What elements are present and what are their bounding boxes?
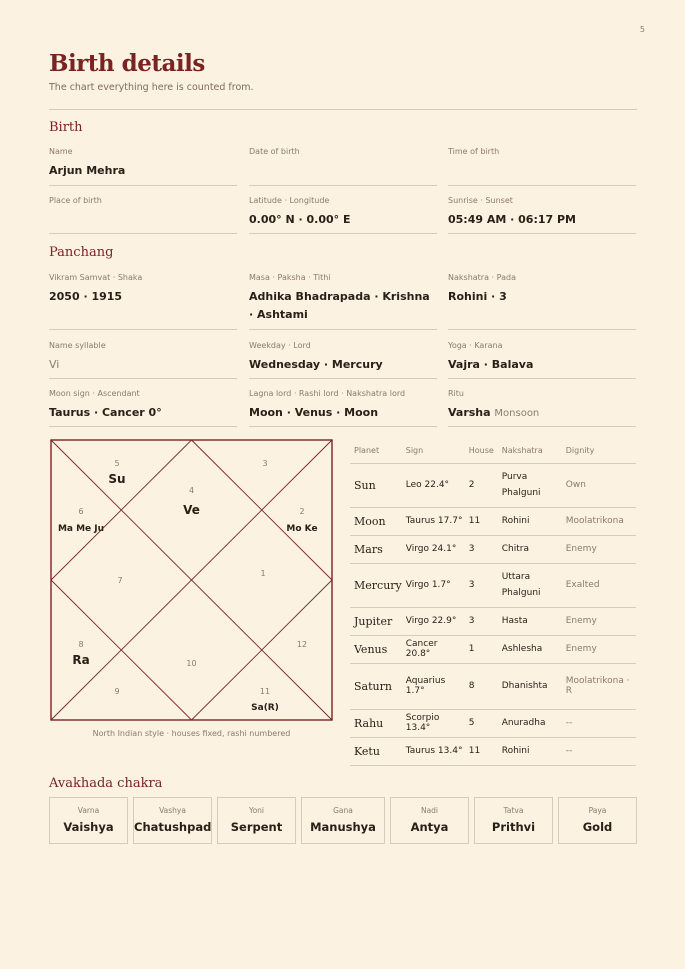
field-value: Moon · Venus · Moon [249, 406, 379, 419]
planets-cell-sign: Cancer 20.8° [402, 635, 465, 663]
planets-cell-house: 5 [465, 709, 498, 737]
avakhada-value: Antya [410, 820, 449, 834]
field-lords [249, 389, 437, 427]
planets-cell-sign: Taurus 13.4° [402, 737, 465, 765]
nakshatra-line: Hasta [501, 616, 528, 626]
birth-chart [50, 439, 333, 721]
planets-cell-sign: Leo 22.4° [402, 463, 465, 507]
house-number: 2 [299, 507, 305, 516]
nakshatra-line: Chitra [501, 544, 529, 554]
planets-cell-nakshatra [498, 709, 562, 737]
planets-cell-dignity: Exalted [562, 563, 636, 607]
house-number: 11 [259, 687, 271, 696]
planets-cell-dignity: -- [562, 737, 636, 765]
table-row [350, 663, 636, 709]
field-lat-long [249, 196, 437, 234]
field-label: Weekday · Lord [249, 341, 311, 350]
planets-cell-nakshatra [498, 737, 562, 765]
field-place-of-birth [49, 196, 237, 234]
page-number: 5 [639, 25, 645, 34]
table-row [350, 709, 636, 737]
planets-cell-dignity: -- [562, 709, 636, 737]
house-11-planets: Sa(R) [251, 703, 279, 713]
birth-chart-svg [50, 439, 333, 721]
planets-cell-nakshatra [498, 607, 562, 635]
field-label: Place of birth [49, 196, 102, 205]
field-sunrise-sunset [448, 196, 636, 234]
house-number: 12 [296, 640, 308, 649]
field-weekday-lord [249, 341, 437, 379]
avakhada-card-tatva [474, 797, 553, 844]
table-row [350, 607, 636, 635]
field-label: Masa · Paksha · Tithi [249, 273, 331, 282]
house-number: 4 [188, 486, 195, 495]
house-number: 3 [262, 459, 268, 468]
field-label: Sunrise · Sunset [448, 196, 513, 205]
avakhada-card-yoni [217, 797, 296, 844]
table-row [350, 563, 636, 607]
title-divider [49, 109, 637, 110]
planets-cell-sign: Virgo 24.1° [402, 535, 465, 563]
planets-cell-house: 11 [465, 737, 498, 765]
field-value: Wednesday · Mercury [249, 358, 383, 371]
planets-cell-planet: Sun [350, 463, 402, 507]
planets-cell-sign: Aquarius 1.7° [402, 663, 465, 709]
column-header: Planet [350, 439, 402, 463]
planet-table [350, 439, 636, 766]
house-4-planets: Ve [183, 503, 200, 517]
table-row [350, 535, 636, 563]
field-value: 2050 · 1915 [49, 290, 123, 303]
avakhada-key: Gana [333, 806, 353, 815]
nakshatra-line: Ashlesha [501, 644, 543, 654]
planets-cell-planet: Mars [350, 535, 402, 563]
house-5-planets: Su [108, 472, 126, 486]
chart-caption: North Indian style · houses fixed, rashi numbered [92, 729, 291, 738]
field-label: Date of birth [249, 147, 300, 156]
planets-cell-nakshatra [498, 535, 562, 563]
planets-cell-dignity: Moolatrikona · R [562, 663, 636, 709]
planets-cell-planet: Saturn [350, 663, 402, 709]
planets-cell-nakshatra [498, 507, 562, 535]
avakhada-key: Nadi [420, 806, 439, 815]
avakhada-card-nadi [390, 797, 469, 844]
planets-cell-house: 8 [465, 663, 498, 709]
table-row [350, 737, 636, 765]
avakhada-key: Paya [588, 806, 607, 815]
planets-cell-sign: Virgo 22.9° [402, 607, 465, 635]
field-label: Lagna lord · Rashi lord · Nakshatra lord [249, 389, 406, 398]
avakhada-key: Varna [77, 806, 100, 815]
planets-cell-planet: Jupiter [350, 607, 402, 635]
nakshatra-line: Uttara [501, 572, 531, 582]
field-label: Moon sign · Ascendant [49, 389, 140, 398]
house-number: 7 [117, 576, 123, 585]
table-header-row [350, 439, 636, 463]
column-header: Dignity [562, 439, 636, 463]
field-label: Ritu [448, 389, 464, 398]
page-title: Birth details [49, 50, 205, 77]
avakhada-value: Prithvi [491, 820, 536, 834]
column-header: House [465, 439, 498, 463]
field-label: Latitude · Longitude [249, 196, 330, 205]
nakshatra-line: Rohini [501, 746, 530, 756]
field-moon-sign-ascendant [49, 389, 237, 427]
nakshatra-line: Phalguni [501, 488, 541, 498]
table-row [350, 463, 636, 507]
house-8-planets: Ra [72, 653, 90, 667]
planets-cell-house: 3 [465, 563, 498, 607]
house-2-planets: Mo Ke [286, 524, 318, 534]
house-number: 6 [78, 507, 84, 516]
planets-cell-planet: Ketu [350, 737, 402, 765]
planets-cell-nakshatra [498, 563, 562, 607]
avakhada-key: Yoni [248, 806, 264, 815]
avakhada-key: Tatva [503, 806, 524, 815]
section-heading-panchang: Panchang [49, 245, 114, 260]
field-value: Adhika Bhadrapada · Krishna · Ashtami [249, 290, 430, 321]
field-label: Name [49, 147, 73, 156]
house-number: 1 [260, 569, 266, 578]
planets-cell-dignity: Own [562, 463, 636, 507]
planets-cell-house: 2 [465, 463, 498, 507]
planets-cell-nakshatra [498, 635, 562, 663]
field-name [49, 147, 237, 186]
avakhada-value: Manushya [310, 820, 376, 834]
field-value: 05:49 AM · 06:17 PM [448, 213, 576, 226]
nakshatra-line: Anuradha [501, 718, 546, 728]
field-label: Vikram Samvat · Shaka [49, 273, 143, 282]
section-heading-avakhada: Avakhada chakra [49, 776, 163, 791]
ritu-season: Monsoon [494, 408, 540, 419]
field-masa-paksha-tithi [249, 273, 437, 330]
table-row [350, 635, 636, 663]
field-name-syllable [49, 341, 237, 379]
nakshatra-line: Dhanishta [501, 681, 548, 691]
planets-cell-dignity: Enemy [562, 607, 636, 635]
planets-cell-sign: Scorpio 13.4° [402, 709, 465, 737]
field-value: Rohini · 3 [448, 290, 507, 303]
planets-cell-dignity: Enemy [562, 635, 636, 663]
house-number: 9 [114, 687, 120, 696]
planets-cell-planet: Rahu [350, 709, 402, 737]
field-label: Time of birth [448, 147, 500, 156]
field-value: Taurus · Cancer 0° [49, 406, 162, 419]
planets-cell-dignity: Enemy [562, 535, 636, 563]
field-nakshatra-pada [448, 273, 636, 330]
planets-cell-planet: Venus [350, 635, 402, 663]
column-header: Sign [402, 439, 465, 463]
house-number: 5 [114, 459, 120, 468]
planets-cell-nakshatra [498, 463, 562, 507]
planets-cell-house: 3 [465, 607, 498, 635]
nakshatra-line: Purva [501, 472, 528, 482]
planets-cell-house: 1 [465, 635, 498, 663]
house-number: 8 [78, 640, 84, 649]
planets-cell-sign: Virgo 1.7° [402, 563, 465, 607]
planets-cell-dignity: Moolatrikona [562, 507, 636, 535]
field-label: Yoga · Karana [448, 341, 503, 350]
planets-cell-planet: Moon [350, 507, 402, 535]
page-subtitle: The chart everything here is counted from. [49, 82, 254, 93]
field-label: Name syllable [49, 341, 106, 350]
avakhada-card-gana [301, 797, 385, 844]
field-yoga-karana [448, 341, 636, 379]
field-ritu [448, 389, 636, 427]
avakhada-cards [49, 797, 637, 844]
house-number: 10 [186, 659, 197, 668]
field-time-of-birth [448, 147, 636, 186]
section-heading-birth: Birth [49, 120, 83, 135]
field-value: Vi [49, 358, 60, 371]
field-value: Arjun Mehra [49, 164, 126, 177]
column-header: Nakshatra [498, 439, 562, 463]
field-date-of-birth [249, 147, 437, 186]
house-6-planets: Ma Me Ju [57, 524, 105, 534]
avakhada-value: Vaishya [63, 820, 114, 834]
planets-cell-nakshatra [498, 663, 562, 709]
avakhada-value: Serpent [230, 820, 283, 834]
field-label: Nakshatra · Pada [448, 273, 516, 282]
avakhada-key: Vashya [159, 806, 186, 815]
nakshatra-line: Phalguni [501, 588, 541, 598]
field-samvat [49, 273, 237, 330]
avakhada-card-varna [49, 797, 128, 844]
field-value: Vajra · Balava [448, 358, 534, 371]
planets-cell-house: 3 [465, 535, 498, 563]
planets-cell-planet: Mercury [350, 563, 402, 607]
table-row [350, 507, 636, 535]
field-value [448, 404, 636, 423]
field-value: 0.00° N · 0.00° E [249, 213, 351, 226]
avakhada-card-paya [558, 797, 637, 844]
avakhada-value: Chatushpad [134, 820, 212, 834]
planets-cell-house: 11 [465, 507, 498, 535]
avakhada-card-vashya [133, 797, 212, 844]
nakshatra-line: Rohini [501, 516, 530, 526]
planets-cell-sign: Taurus 17.7° [402, 507, 465, 535]
avakhada-value: Gold [582, 820, 613, 834]
ritu-name: Varsha [448, 406, 491, 419]
